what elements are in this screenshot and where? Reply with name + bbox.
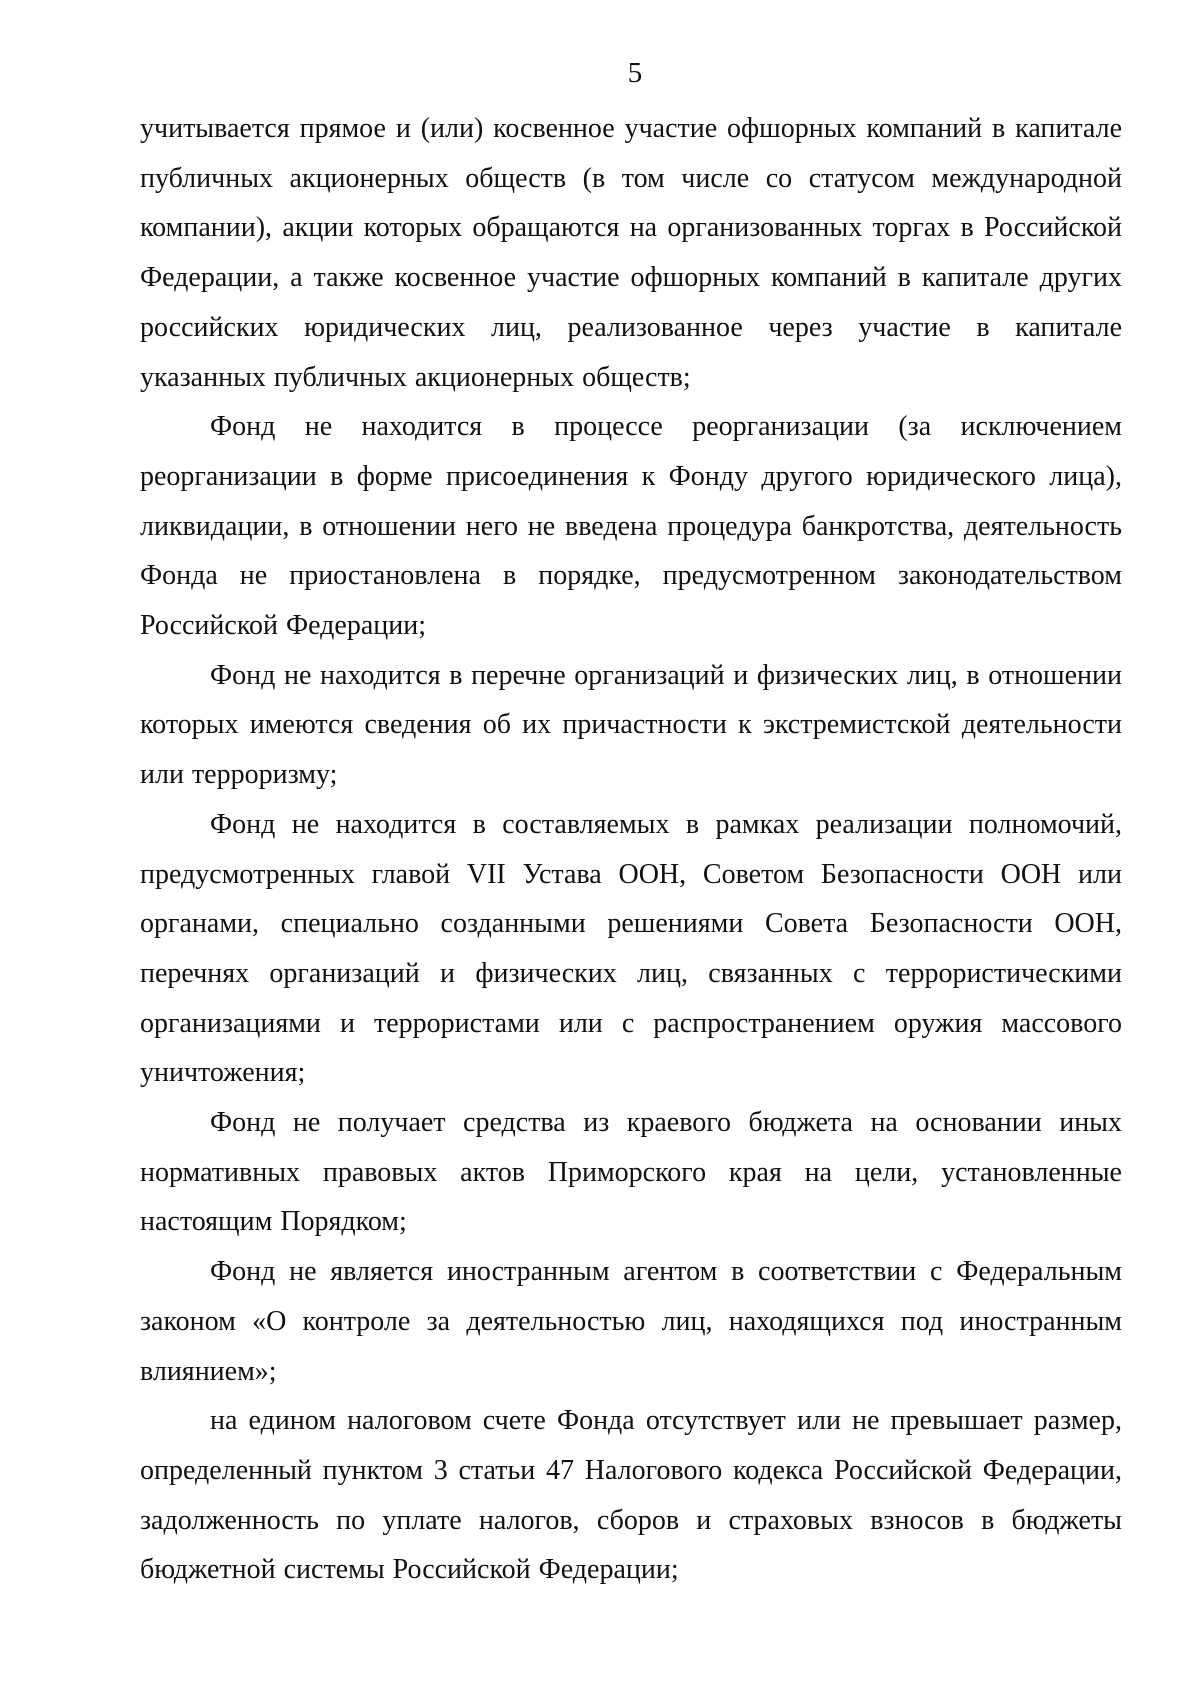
paragraph-foreign-agent: Фонд не является иностранным агентом в соответствии с Федеральным законом «О контроле за деятельностью лиц, находящихся под иностранным влиянием»; [140, 1256, 1122, 1387]
paragraph-offshore-participation: учитывается прямое и (или) косвенное участие офшорных компаний в капитале публичных акционерных обществ (в том числе со статусом международной компании), акции которых обращаются на организованных торгах в Российской Федерации, а также косвенное участие офшорных компаний в капитале других российских юридических лиц, реализованное через участие в капитале указанных публичных акционерных обществ; [140, 113, 1122, 393]
paragraph-un-lists: Фонд не находится в составляемых в рамках реализации полномочий, предусмотренных главой VII Устава ООН, Советом Безопасности ООН или органами, специально созданными решениями Совета Безопасности ООН, перечнях организаций и физических лиц, связанных с террористическими организациями и террористами или с распространением оружия массового уничтожения; [140, 808, 1122, 1089]
paragraph-extremism-list: Фонд не находится в перечне организаций и физических лиц, в отношении которых имеются сведения об их причастности к экстремистской деятельности или терроризму; [140, 659, 1122, 791]
paragraph-reorganization: Фонд не находится в процессе реорганизации (за исключением реорганизации в форме присоединения к Фонду другого юридического лица), ликвидации, в отношении него не введена процедура банкротства, деятельность Фонда не приостановлена в порядке, предусмотренном законодательством Российской Федерации; [140, 411, 1122, 642]
document-body [140, 104, 1122, 1595]
paragraph-tax-debt: на едином налоговом счете Фонда отсутствует или не превышает размер, определенный пунктом 3 статьи 47 Налогового кодекса Российской Федерации, задолженность по уплате налогов, сборов и страховых взносов в бюджеты бюджетной системы Российской Федерации; [140, 1405, 1122, 1586]
paragraph-budget-funds: Фонд не получает средства из краевого бюджета на основании иных нормативных правовых актов Приморского края на цели, установленные настоящим Порядком; [140, 1107, 1122, 1238]
page-number: 5 [627, 57, 643, 89]
